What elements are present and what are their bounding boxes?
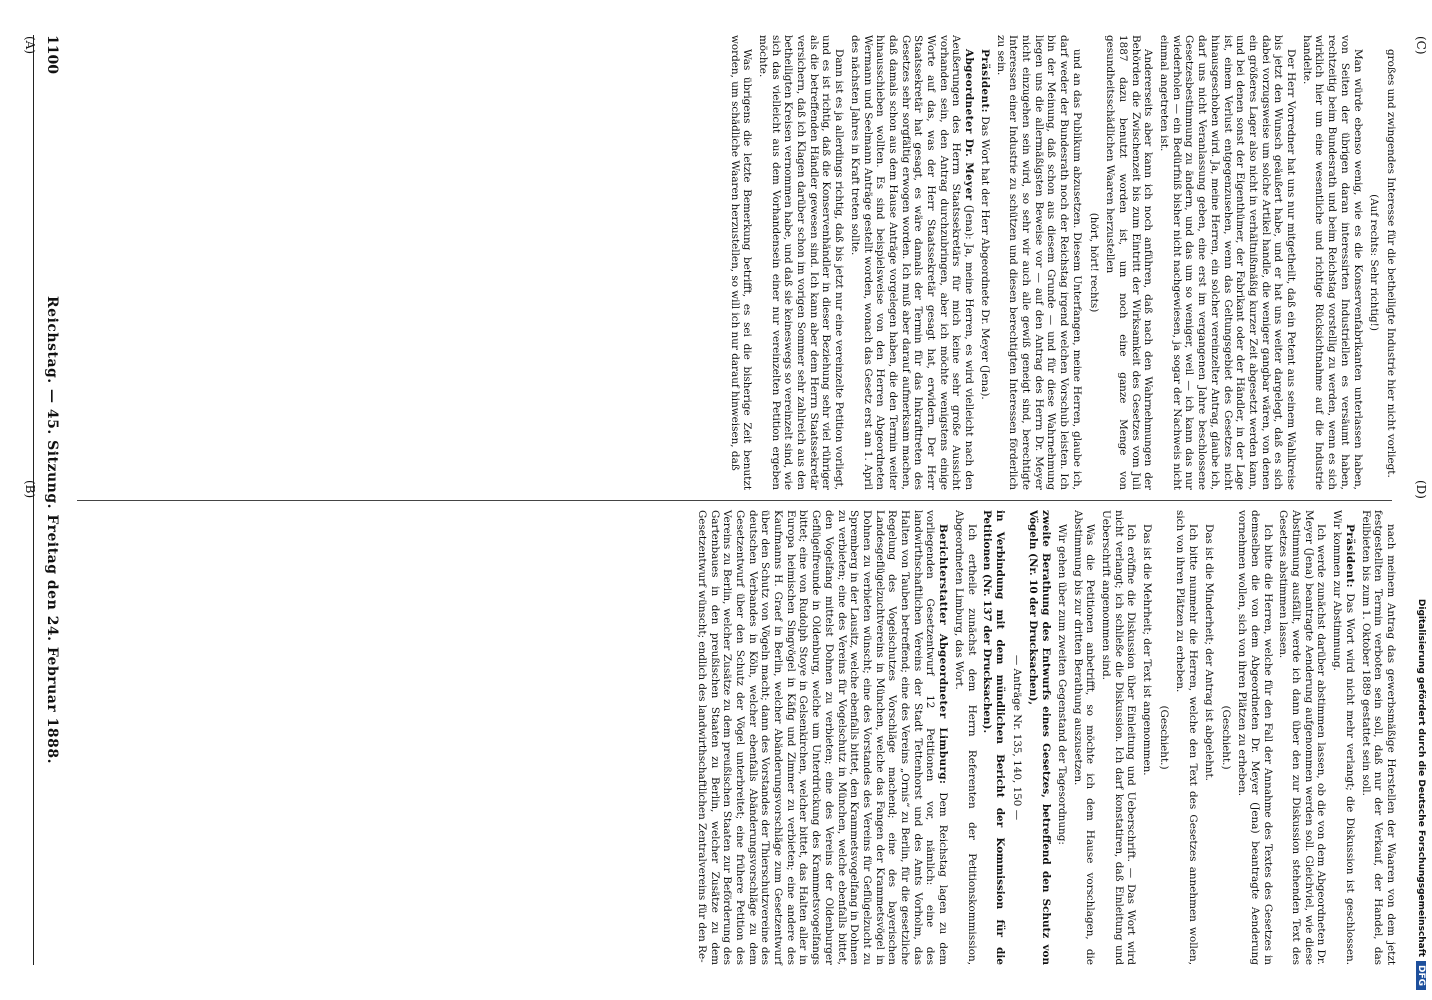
margin-mark-a: (A): [23, 36, 37, 55]
paragraph: Das ist die Mehrheit; der Text ist angenommen.: [1141, 524, 1154, 776]
credit-text: Digitalisierung gefördert durch die Deutsche Forschungsgemeinschaft: [1416, 598, 1426, 957]
stage-direction: (Geschieht.): [1157, 705, 1170, 770]
margin-mark-c: (C): [1414, 36, 1428, 55]
paragraph: Ich werde zunächst darüber abstimmen lassen, ob die von dem Abgeordneten Dr. Meyer (Jena) beantragte Aenderung aufgenommen werden soll. Gleichviel, wie diese Abstimmung ausfällt, werde ich dann über den zur Diskussion stehenden Text des Gesetzes abstimmen lassen.: [1277, 510, 1328, 965]
speaker-name: Präsident:: [978, 49, 991, 113]
running-header: [37, 35, 67, 965]
paragraph: Andererseits aber kann ich noch anführen, daß nach den Wahrnehmungen der Behörden die Zwischenzeit bis zum Eintritt der Wirksamkeit des Gesetzes vom Juli 1887 dazu benutzt worden ist, um noch eine ganze Menge von gesundheitsschädlichen Waaren herzustellen: [1104, 35, 1155, 490]
paragraph: Ich bitte die Herren, welche für den Fall der Annahme des Textes des Gesetzes in demselben die von dem Abgeordneten Dr. Meyer (Jena) beantragte Aenderung vornehmen wollen, sich von ihren Plätzen zu erheben.: [1236, 510, 1274, 965]
stage-direction: — Anträge Nr. 135, 140, 150 —: [1010, 654, 1023, 821]
paragraph: Ich bitte nunmehr die Herren, welche den Text des Gesetzes annehmen wollen, sich von ihren Plätzen zu erheben.: [1174, 510, 1200, 965]
margin-mark-d: (D): [1414, 480, 1428, 499]
stage-direction: (hört, hört! rechts): [1087, 212, 1100, 313]
header-rule: [33, 35, 34, 965]
speaker-name: Berichterstatter Abgeordneter Limburg:: [937, 524, 950, 785]
stage-direction: (Geschieht.): [1219, 705, 1232, 770]
paragraph: Was übrigens die letzte Bemerkung betrifft, es sei die bisherige Zeit benutzt worden, um schädliche Waaren herzustellen, so will ich nur darauf hinweisen, daß: [728, 35, 754, 490]
paragraph: Was die Petitionen anbetrifft, so möchte ich dem Hause vorschlagen, die Abstimmung bis zur dritten Berathung auszusetzen.: [1071, 510, 1097, 965]
digitization-credit: [1416, 490, 1426, 990]
paragraph: Ich ertheile zunächst dem Herrn Referenten der Petitionskommission, Abgeordneten Limburg, das Wort.: [952, 510, 978, 965]
paragraph: großes und zwingendes Interesse für die betheiligte Industrie hier nicht vorliegt.: [1385, 49, 1397, 478]
paragraph: Der Herr Vorredner hat uns nur mitgetheilt, daß ein Petent aus seinem Wahlkreise bis jetzt den Wunsch geäußert habe, und er hat uns weiter dargelegt, daß es sich dabei vorzugsweise um solche Artikel handle, die weniger gangbar wären, von denen ein größeres Lager also nicht in verhältnißmäßig kurzer Zeit abgesetzt werden kann, und bei denen sonst der Eigenthümer, der Fabrikant oder der Händler, in der Lage ist, einem Verlust entgegenzusehen, wenn das Geltungsgebiet des Gesetzes nicht hinausgeschoben wird. Ja, meine Herren, ein solcher vereinzelter Antrag, glaube ich, darf uns nicht Veranlassung geben, eine erst im vergangenen Jahre beschlossene Gesetzesbestimmung zu ändern, und das um so weniger, weil — ich kann das nur wiederholen — ein Bedürfniß bisher nicht nachgewiesen, ja sogar der Nachweis nicht einmal angetreten ist.: [1158, 35, 1298, 490]
page-number: 1100: [44, 35, 60, 74]
paragraph: und an das Publikum abzusetzen. Diesem Unterfangen, meine Herren, glaube ich, darf weder der Bundesrath noch der Reichstag irgend welchen Vorschub leisten. Ich bin der Meinung, daß schon aus diesem Grunde — und für diese Wahrnehmung liegen uns die allermäßigsten Beweise vor — auf den Antrag des Herrn Dr. Meyer nicht einzugehen sein wird, so sehr wir auch alle gewiß geneigt sind, berechtigte Interessen einer Industrie zu schützen und diesen berechtigten Interessen förderlich zu sein.: [994, 35, 1083, 490]
paragraph: Wir gehen über zum zweiten Gegenstand der Tagesordnung:: [1055, 524, 1068, 845]
running-title: Reichstag. — 45. Sitzung. Freitag den 24. Februar 1888.: [44, 296, 60, 764]
speech-text: (Jena): Ja, meine Herren, es wird vielleicht nach den Aeußerungen des Herrn Staatssekretärs für mich keine sehr große Aussicht vorhanden sein, den Antrag durchzubringen, aber ich möchte wenigstens einige Worte auf das, was der Herr Staatssekretär gesagt hat, erwidern. Der Herr Staatssekretär hat gesagt, es wäre damals der Termin für das Inkrafttreten des Gesetzes sehr sorgfältig erwogen worden. Ich muß aber darauf aufmerksam machen, daß damals schon aus dem Hause Anträge vorgelegen haben, die den Termin weiter hinausschieben wollten. Es sind beispielsweise von den Herren Abgeordneten Wermann und Seelmann Anträge gestellt worden, wonach das Gesetz erst am 1. April des nächsten Jahres in Kraft treten sollte.: [848, 35, 976, 491]
speech-text: Das Wort wird nicht mehr verlangt; die Diskussion ist geschlossen. Wir kommen zur Abstimmung.: [1331, 510, 1356, 965]
paragraph: Das ist die Minderheit; der Antrag ist abgelehnt.: [1202, 524, 1215, 781]
speech-paragraph: [695, 510, 949, 965]
speaker-name: Abgeordneter Dr. Meyer: [963, 49, 976, 201]
speech-paragraph: [1330, 510, 1355, 965]
paragraph: nach meinem Antrag das gewerbsmäßige Herstellen der Waaren von dem jetzt festgestellten Termin verboten sein soll, daß nur der Verkauf, der Handel, das Feilbieten bis zum 1. Oktober 1889 gestattet sein soll.: [1359, 510, 1397, 965]
speech-text: Das Wort hat der Herr Abgeordnete Dr. Meyer (Jena).: [978, 116, 991, 400]
column-rule: [77, 500, 1392, 501]
right-column: [77, 510, 1397, 965]
speech-paragraph: [978, 35, 991, 490]
speech-paragraph: [848, 35, 975, 490]
paragraph: Dann ist es ja allerdings richtig, daß bis jetzt nur eine vereinzelte Petition vorliegt, und es ist richtig, daß die Konservenhändler in dieser Beziehung sehr viel rühriger als die betreffenden Händler gewesen sind. Ich kann aber dem Herrn Staatssekretär versichern, daß ich Klagen darüber schon im vorigen Sommer sehr zahlreich aus den betheiligten Kreisen vernommen habe, und daß sie keineswegs so vereinzelt sind, wie sich das vielleicht aus dem Vorhandensein einer nur vereinzelten Petition ergeben möchte.: [756, 35, 846, 490]
paragraph: Ich eröffne die Diskussion über Einleitung und Ueberschrift. — Das Wort wird nicht verlangt; ich schließe die Diskussion. Ich darf konstatiren, daß Einleitung und Ueberschrift angenommen sind.: [1099, 510, 1138, 965]
agenda-title: zweite Berathung des Entwurfs eines Gesetzes, betreffend den Schutz von Vögeln (Nr. 10 der Drucksachen),: [1027, 510, 1053, 965]
speaker-name: Präsident:: [1343, 524, 1356, 588]
margin-mark-b: (B): [23, 480, 37, 499]
left-column: [77, 35, 1397, 490]
dfg-logo: DFG: [1416, 961, 1426, 990]
speech-text: Dem Reichstag lagen zu dem vorliegenden Gesetzentwurf 12 Petitionen vor, nämlich: eine des landwirthschaftlichen Vereins der Stadt Tettenhorst und des Amts Vorholm, das Halten von Tauben betreffend; eine des Vereins „Ornis“ zu Berlin, für die gesetzliche Regelung des Vogelschutzes Vorschläge machend; eine des bayerischen Landesgeflügelzuchtvereins in München, welche das Fangen der Krammetsvögel in Dohnen zu verbieten wünscht; eine des Vorstandes des Vereins für Geflügelzucht zu Spremberg in der Lausitz, welche ebenfalls bittet, den Krammetsvogelfang in Dohnen zu verbieten; eine des Vereins für Vogelschutz in München, welche ebenfalls bittet, den Vogelfang mittelst Dohnen zu verbieten; eine des Vereins der Oldenburger Geflügelfreunde in Oldenburg, welche um Unterdrückung des Krammetsvogelfangs bittet; eine von Rudolph Stoye in Gelsenkirchen, welcher bittet, das Halten aller in Europa heimischen Singvögel in Käfig und Zimmer zu verbieten; eine andere des Kaufmanns H. Graef in Berlin, welcher Abänderungsvorschläge zum Gesetzentwurf über den Schutz von Vögeln macht; dann des Vorstandes der Thierschutzvereine des deutschen Verbandes in Köln, welcher ebenfalls Abänderungsvorschläge zu dem Gesetzentwurf über den Schutz der Vögel unterbreitet; eine frühere Petition des Vereins zu Berlin, welcher Zusätze zu dem preußischen Staaten zur Beförderung des Gartenbaues in den preußischen Staaten zu Berlin, welcher Zusätze zu dem Gesetzentwurf wünscht; endlich des landwirthschaftlichen Zentralvereins für den Re-: [695, 510, 950, 965]
agenda-title: in Verbindung mit dem mündlichen Bericht der Kommission für die Petitionen (Nr. 137 der Drucksachen).: [981, 510, 1007, 965]
stage-direction: (Auf rechts: Sehr richtig!): [1368, 194, 1381, 331]
paragraph: Man würde ebenso wenig, wie es die Konservenfabrikanten unterlassen haben, von Seiten der übrigen daran interessirten Industriellen es versäumt haben, rechtzeitig beim Bundesrath und beim Reichstag vorstellig zu werden, wenn es sich wirklich hier um eine wesentliche und richtige Rücksichtnahme auf die Industrie handelte.: [1300, 35, 1364, 490]
